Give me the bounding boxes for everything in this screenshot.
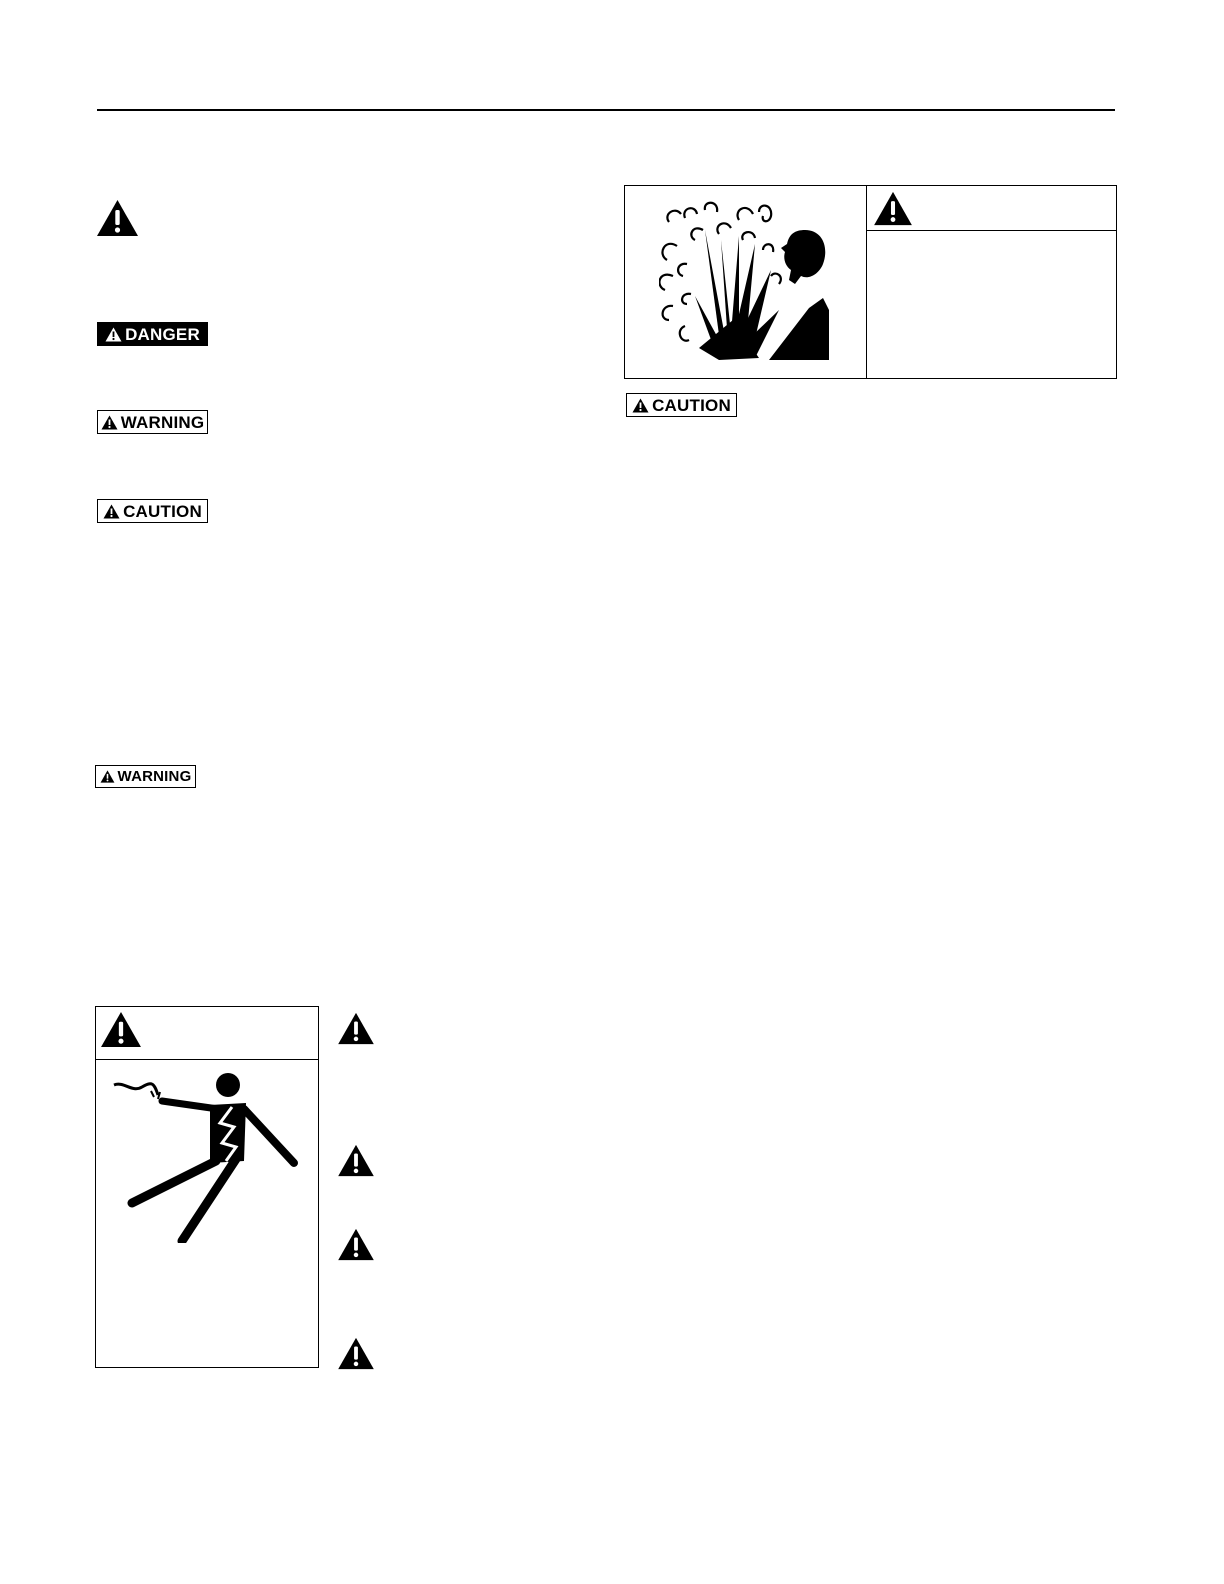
danger-alert-icon: [105, 327, 122, 342]
caution-label: [97, 499, 208, 523]
warning-label-secondary: [95, 765, 196, 788]
caution-alert-icon: [103, 504, 120, 519]
danger-label-text: DANGER: [125, 324, 200, 344]
warning-alert-icon: [101, 415, 118, 430]
explosion-panel-alert-icon: [873, 191, 913, 226]
caution-label-text: CAUTION: [123, 501, 202, 521]
shock-alert-icon-4: [335, 1337, 377, 1370]
caution-label-right-text: CAUTION: [652, 395, 731, 415]
warning-label: [97, 410, 208, 434]
caution-alert-icon-right: [632, 398, 649, 413]
explosion-hazard-panel: [624, 185, 1117, 379]
electrical-shock-icon: [110, 1069, 306, 1243]
warning-label-text: WARNING: [120, 412, 205, 432]
explosion-hazard-icon: [659, 200, 831, 362]
warning-alert-icon-secondary: [100, 770, 115, 783]
shock-panel-header: [96, 1007, 318, 1060]
shock-alert-icon-2: [335, 1144, 377, 1177]
shock-alert-icon-3: [335, 1228, 377, 1261]
explosion-panel-header: [866, 186, 1116, 231]
shock-alert-icon-1: [335, 1012, 377, 1045]
danger-label: [97, 322, 208, 346]
safety-alert-icon: [96, 199, 139, 237]
header-rule: [97, 109, 1115, 111]
caution-label-right: [626, 393, 737, 417]
electrical-shock-panel: [95, 1006, 319, 1368]
shock-panel-alert-icon: [100, 1011, 142, 1048]
warning-label-secondary-text: WARNING: [117, 768, 192, 785]
